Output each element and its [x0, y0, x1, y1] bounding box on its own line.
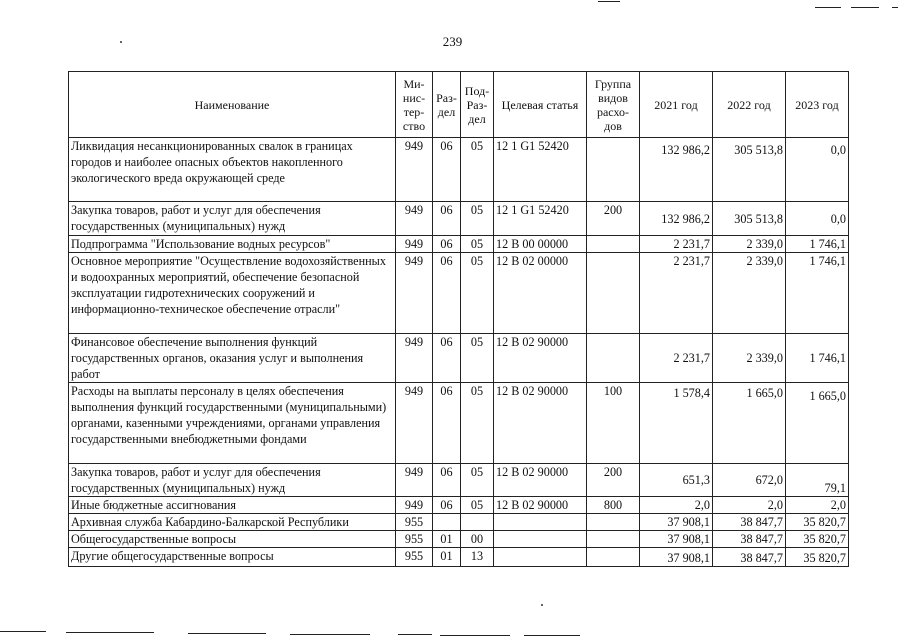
- scan-artifact-line: [892, 7, 898, 8]
- row-group: [587, 138, 640, 202]
- header-section: Раз- дел: [433, 72, 461, 138]
- row-2023: 1 746,1: [786, 253, 849, 334]
- row-ministry: 949: [396, 138, 433, 202]
- row-article: 12 1 G1 52420: [494, 138, 587, 202]
- row-article: 12 1 G1 52420: [494, 202, 587, 236]
- row-section: 06: [433, 236, 461, 253]
- row-subsection: 05: [461, 497, 494, 514]
- row-2023: 0,0: [786, 202, 849, 236]
- row-name: Ликвидация несанкционированных свалок в границах городов и наиболее опасных объектов накопленного экологического вреда окружающей среде: [69, 138, 396, 202]
- row-subsection: 05: [461, 383, 494, 464]
- row-2021: 2 231,7: [640, 236, 713, 253]
- row-2023: 1 665,0: [786, 383, 849, 464]
- header-expense-group: Группа видов расхо- дов: [587, 72, 640, 138]
- row-2023: 0,0: [786, 138, 849, 202]
- row-subsection: 05: [461, 464, 494, 497]
- scan-artifact-line: [440, 635, 510, 636]
- row-group: [587, 334, 640, 383]
- row-2023: 2,0: [786, 497, 849, 514]
- row-ministry: 949: [396, 334, 433, 383]
- row-subsection: 13: [461, 548, 494, 567]
- table-row: [69, 548, 849, 567]
- row-ministry: 955: [396, 548, 433, 567]
- header-2023: 2023 год: [786, 72, 849, 138]
- table-row: [69, 236, 849, 253]
- row-article: [494, 548, 587, 567]
- row-2021: 37 908,1: [640, 514, 713, 531]
- row-name: Финансовое обеспечение выполнения функций государственных органов, оказания услуг и выполнения работ: [69, 334, 396, 383]
- row-name: Закупка товаров, работ и услуг для обеспечения государственных (муниципальных) нужд: [69, 464, 396, 497]
- row-name: Закупка товаров, работ и услуг для обеспечения государственных (муниципальных) нужд: [69, 202, 396, 236]
- scan-artifact-line: [851, 7, 879, 8]
- row-subsection: [461, 514, 494, 531]
- row-section: 06: [433, 383, 461, 464]
- scan-artifact-line: [0, 631, 46, 632]
- row-group: 200: [587, 202, 640, 236]
- row-section: [433, 514, 461, 531]
- table-row: [69, 531, 849, 548]
- row-group: [587, 253, 640, 334]
- row-section: 06: [433, 253, 461, 334]
- table-row: [69, 497, 849, 514]
- row-2021: 132 986,2: [640, 202, 713, 236]
- table-row: [69, 138, 849, 202]
- row-group: 800: [587, 497, 640, 514]
- table-row: [69, 334, 849, 383]
- row-section: 06: [433, 497, 461, 514]
- scan-artifact-line: [524, 635, 580, 636]
- row-name: Общегосударственные вопросы: [69, 531, 396, 548]
- row-2021: 2 231,7: [640, 253, 713, 334]
- row-subsection: 05: [461, 202, 494, 236]
- row-ministry: 949: [396, 236, 433, 253]
- row-name: Другие общегосударственные вопросы: [69, 548, 396, 567]
- row-2021: 1 578,4: [640, 383, 713, 464]
- row-2022: 2 339,0: [713, 236, 786, 253]
- row-2022: 38 847,7: [713, 531, 786, 548]
- row-2022: 38 847,7: [713, 514, 786, 531]
- row-subsection: 05: [461, 138, 494, 202]
- budget-table: [68, 71, 849, 567]
- header-ministry: Ми- нис- тер- ство: [396, 72, 433, 138]
- row-ministry: 955: [396, 531, 433, 548]
- scan-artifact-dot: [120, 41, 122, 43]
- row-ministry: 949: [396, 202, 433, 236]
- row-ministry: 949: [396, 383, 433, 464]
- row-2023: 35 820,7: [786, 531, 849, 548]
- row-2021: 2 231,7: [640, 334, 713, 383]
- row-ministry: 955: [396, 514, 433, 531]
- row-section: 01: [433, 531, 461, 548]
- table-row: [69, 253, 849, 334]
- table-row: [69, 202, 849, 236]
- row-article: 12 В 02 90000: [494, 464, 587, 497]
- scan-artifact-line: [188, 633, 266, 634]
- row-2021: 132 986,2: [640, 138, 713, 202]
- row-article: 12 В 02 00000: [494, 253, 587, 334]
- row-group: [587, 236, 640, 253]
- row-section: 06: [433, 138, 461, 202]
- row-section: 06: [433, 202, 461, 236]
- row-2023: 35 820,7: [786, 514, 849, 531]
- row-subsection: 00: [461, 531, 494, 548]
- row-article: 12 В 02 90000: [494, 383, 587, 464]
- row-2023: 35 820,7: [786, 548, 849, 567]
- row-article: 12 В 02 90000: [494, 497, 587, 514]
- row-2022: 1 665,0: [713, 383, 786, 464]
- row-name: Основное мероприятие "Осуществление водохозяйственных и водоохранных мероприятий, обеспечение безопасной эксплуатации гидротехнических сооружений и информационно-техническое обеспечение отрасли": [69, 253, 396, 334]
- row-2022: 2 339,0: [713, 334, 786, 383]
- header-row: [69, 72, 849, 138]
- row-2021: 2,0: [640, 497, 713, 514]
- row-2022: 2 339,0: [713, 253, 786, 334]
- row-2022: 672,0: [713, 464, 786, 497]
- row-group: [587, 514, 640, 531]
- row-subsection: 05: [461, 236, 494, 253]
- header-name: Наименование: [69, 72, 396, 138]
- scan-artifact-line: [598, 1, 620, 2]
- page-number: 239: [442, 34, 463, 49]
- table-row: [69, 464, 849, 497]
- header-subsection: Под- Раз- дел: [461, 72, 494, 138]
- row-2022: 38 847,7: [713, 548, 786, 567]
- row-name: Иные бюджетные ассигнования: [69, 497, 396, 514]
- row-2023: 1 746,1: [786, 236, 849, 253]
- row-2023: 79,1: [786, 464, 849, 497]
- row-section: 06: [433, 334, 461, 383]
- row-section: 06: [433, 464, 461, 497]
- header-2022: 2022 год: [713, 72, 786, 138]
- table-row: [69, 383, 849, 464]
- scan-artifact-line: [66, 632, 154, 633]
- row-ministry: 949: [396, 253, 433, 334]
- row-group: 200: [587, 464, 640, 497]
- header-2021: 2021 год: [640, 72, 713, 138]
- row-name: Подпрограмма "Использование водных ресурсов": [69, 236, 396, 253]
- row-2023: 1 746,1: [786, 334, 849, 383]
- row-name: Расходы на выплаты персоналу в целях обеспечения выполнения функций государственными (муниципальными) органами, казенными учреждениями, органами управления государственными внебюджетными фондами: [69, 383, 396, 464]
- row-2021: 37 908,1: [640, 548, 713, 567]
- row-ministry: 949: [396, 464, 433, 497]
- row-article: 12 В 00 00000: [494, 236, 587, 253]
- row-2022: 305 513,8: [713, 202, 786, 236]
- row-article: 12 В 02 90000: [494, 334, 587, 383]
- header-article: Целевая статья: [494, 72, 587, 138]
- row-group: [587, 548, 640, 567]
- row-section: 01: [433, 548, 461, 567]
- scan-artifact-line: [815, 7, 841, 8]
- row-name: Архивная служба Кабардино-Балкарской Республики: [69, 514, 396, 531]
- row-2021: 651,3: [640, 464, 713, 497]
- scan-artifact-line: [290, 634, 370, 635]
- table-row: [69, 514, 849, 531]
- scan-artifact-dot: [541, 604, 543, 606]
- row-group: [587, 531, 640, 548]
- scan-artifact-line: [398, 634, 432, 635]
- row-subsection: 05: [461, 334, 494, 383]
- row-2021: 37 908,1: [640, 531, 713, 548]
- row-ministry: 949: [396, 497, 433, 514]
- row-article: [494, 531, 587, 548]
- row-2022: 305 513,8: [713, 138, 786, 202]
- row-2022: 2,0: [713, 497, 786, 514]
- row-article: [494, 514, 587, 531]
- row-subsection: 05: [461, 253, 494, 334]
- row-group: 100: [587, 383, 640, 464]
